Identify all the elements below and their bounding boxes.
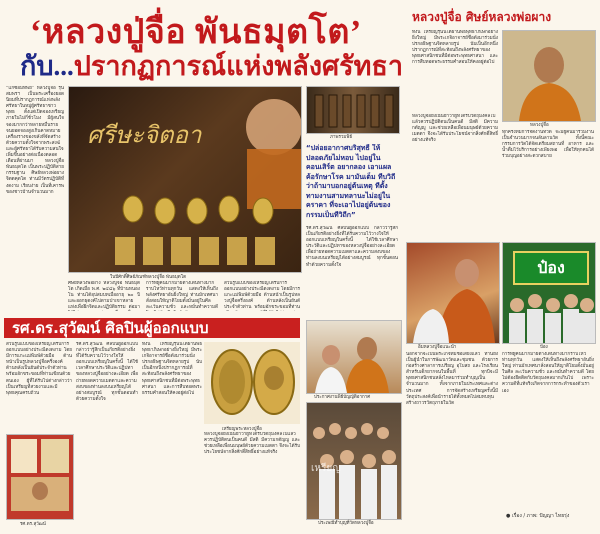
- monk-caption: หลวงปู่จื่อ: [530, 123, 549, 128]
- body-col4: การที่ผู้คนมากมายต่างเดินทางมากราบไหว้ท่านทุกวัน แสดงให้เห็นถึงพลังศรัทธาอันยิ่งใหญ่ ท่านมักเทศนาสั่งสอนให้ญาติโยมตั้งมั่นอยู่ในศีล ละเว้นความชั่ว และหมั่นทำความดี: [146, 281, 218, 311]
- artist-photo: [6, 434, 74, 520]
- coins-strip-photo: [306, 86, 400, 134]
- body-col-bottom-3: ทั้งนี้ เหรียญรุ่นนี้ได้ผ่านพิธีพุทธาภิเษกอย่างยิ่งใหญ่ มีพระเกจิอาจารย์ชื่อดังมาร่วมนั่งปรกอธิษฐานจิตหลายรูป นับเป็นอีกหนึ่งปรากฏการณ์ที่สะท้อนถึงพลังศรัทธาของพุทธศาสนิกชนที่มีต่อพระพุทธศาสนา และการสืบทอดพระธรรมคำสอนให้คงอยู่ต่อไป: [142, 342, 202, 396]
- crowd-right-photo: [502, 242, 596, 344]
- monk-photo: [502, 30, 596, 122]
- ceremony-caption: ประกาศงานพิธีบัญญัติอากาศ: [314, 395, 371, 400]
- book-title: ศรีษะจิตอา: [87, 123, 202, 149]
- book-photo: [68, 86, 302, 273]
- body-col-bottom-4: หลวงปู่จื่อยังเน้นย้ำว่าผู้ที่ได้รับวัตถุมงคลไปแล้วควรปฏิบัติตนเป็นคนดี มีสติ มีความกตัญญู และช่วยเหลือเพื่อนมนุษย์ด้วยความเมตตา จึงจะได้รับประโยชน์จากสิ่งศักดิ์สิทธิ์อย่างแท้จริง: [204, 432, 300, 456]
- right-header: หลวงปู่จื่อ ศิษย์หลวงพ่อผาง: [412, 10, 552, 24]
- monk-figure: [503, 31, 595, 121]
- body-col-right-bottom-b: การที่ผู้คนมากมายต่างเดินทางมากราบไหว้ท่านทุกวัน แสดงให้เห็นถึงพลังศรัทธาอันยิ่งใหญ่ ท่านมักเทศนาสั่งสอนให้ญาติโยมตั้งมั่นอยู่ในศีล ละเว้นความชั่ว และหมั่นทำความดี โดยไม่ต้องยึดติดกับวัตถุมงคลมากเกินไป เพราะความดีที่แท้จริงเกิดจากการกระทำของตัวเราเอง: [502, 352, 594, 394]
- byline: ● เรื่อง / ภาพ: ปัญญา ไทยรุ่ง: [506, 513, 570, 519]
- pointing-caption: อิ่มหลวงปู่จื่อแนะนำ: [418, 345, 457, 350]
- headline-prefix: กับ...: [20, 51, 74, 81]
- body-col1: “แก่ซ้อมทิพย์” หลวงปู่จื่อ รุ่น สมพรฯ เป็นพระเครื่องยอดนิยมที่ปรากฏการณ์แห่งพลังศรัทธาในหมู่ผู้ศรัทธาชาวพุทธ ตั้งแต่เปิดจองเหรียญภายในไม่กี่ชั่วโมง มีผู้สนใจจองมากกว่าหลายหมื่นราย จนยอดจองสูงเกินคาดหมาย เครื่องรางของขลังที่จัดสร้างด้วยความตั้งใจจากพระสงฆ์และผู้ศรัทธาได้รับความสนใจเพิ่มขึ้นอย่างต่อเนื่องตลอดเดือนที่ผ่านมา หลวงปู่จื่อ พันธมุตโต เป็นพระปฏิบัติสายกรรมฐาน ศิษย์หลวงพ่อผาง จิตตคุตโต ท่านมีวัตรปฏิบัติที่งดงาม เรียบง่าย เป็นที่เคารพของชาวบ้านจำนวนมาก: [6, 86, 64, 195]
- coins-photo: [204, 342, 300, 424]
- coins-strip-art: [307, 87, 399, 133]
- pointing-photo: [406, 242, 500, 344]
- body-col6: รศ.ดร.สุวัฒน์ ศิลปินผู้ออกแบบ กล่าวว่ารู้สึกเป็นเกียรติอย่างยิ่งที่ได้รับความไว้วางใจให้ออกแบบเหรียญในครั้งนี้ ได้ใช้เวลาศึกษาประวัติและปฏิปทาของหลวงปู่จื่ออย่างละเอียด เพื่อถ่ายทอดความเมตตาและความสงบของท่านลงบนเหรียญได้อย่างสมบูรณ์ ทุกขั้นตอนทำด้วยความตั้งใจ: [306, 226, 398, 268]
- body-col7: ทั้งนี้ เหรียญรุ่นนี้ได้ผ่านพิธีพุทธาภิเษกอย่างยิ่งใหญ่ มีพระเกจิอาจารย์ชื่อดังมาร่วมนั่งปรกอธิษฐานจิตหลายรูป นับเป็นอีกหนึ่งปรากฏการณ์ที่สะท้อนถึงพลังศรัทธาของพุทธศาสนิกชนที่มีต่อพระพุทธศาสนา และการสืบทอดพระธรรมคำสอนให้คงอยู่ต่อไป: [412, 30, 498, 66]
- body-col5: ส่วนรูปแบบของเหรียญได้รับการออกแบบอย่างประณีตงดงาม โดยมีการแกะแม่พิมพ์ด้วยมือ ด้านหน้าเป็นรูปหลวงปู่จื่อครึ่งองค์ ด้านหลังเป็นยันต์ประจำตัวท่าน พร้อมอักขระขอมที่ท่าน: [224, 281, 300, 311]
- crowd-right-caption: ป้อง: [540, 345, 548, 350]
- headline-line2: [20, 44, 403, 87]
- crowd-bottom-photo: [306, 402, 402, 520]
- body-col-right-bottom-a: นอกจากจะเป็นพระเกจิที่มีชื่อเสียงแล้ว ท่านยังเป็นผู้นำในการพัฒนาวัดและชุมชน ด้วยการก่อสร้างศาลาการเปรียญ อุโบสถ และโรงเรียนสำหรับเด็กยากจนในพื้นที่ ทุกปีจะมีพุทธศาสนิกชนหลั่งไหลมาร่วมทำบุญเป็นจำนวนมาก ทั้งจากภายในประเทศและต่างประเทศ การจัดสร้างเหรียญครั้งนี้มีวัตถุประสงค์เพื่อนำรายได้ทั้งหมดไปสมทบทุนสร้างถาวรวัตถุภายในวัด: [406, 352, 498, 406]
- body-col9: ทุกครั้งที่มีการจัดงานที่วัด จะมีผู้คนมาร่วมงานเป็นจำนวนมากจนล้นลานวัด ทั้งนี้คณะกรรมการวัดได้จัดเตรียมสถานที่ อาหาร และน้ำดื่มไว้บริการอย่างเพียงพอ เพื่อให้ทุกคนได้ร่วมบุญอย่างสะดวกสบาย: [502, 130, 594, 160]
- book-caption: ในปีศักดิ์ศิษย์ภัณฑ์หลวงปู่จื่อ พันธมุตโต: [110, 275, 187, 280]
- pull-quote: “ปล่อยอากาศบริสุทธิ์ ให้ปลอดภัยไม่หอบ ไปอยู่ในคอนเสิร์ต อยากลอง เอาแผลค้อรักษาโรค มามันเต็ม ทีบวิถีว่าถ้ามาบอกอยู่ต้นเหตุ ทีตั้งทามงานสามทลานะไม่อยู่ในคราคา ที่จะเอาไปอยู่ต้นของกรรมเป็นทีวิถีก”: [306, 144, 396, 219]
- coins-strip-caption: ภาพรวมพิธี: [330, 135, 353, 140]
- coins-art: [204, 342, 300, 424]
- crowd-bottom-caption: ประเพณีทำบุญที่วัดหลวงปู่จื่อ: [318, 521, 374, 526]
- body-col8: หลวงปู่จื่อยังเน้นย้ำว่าผู้ที่ได้รับวัตถุมงคลไปแล้วควรปฏิบัติตนเป็นคนดี มีสติ มีความกตัญญู และช่วยเหลือเพื่อนมนุษย์ด้วยความเมตตา จึงจะได้รับประโยชน์จากสิ่งศักดิ์สิทธิ์อย่างแท้จริง: [412, 114, 498, 144]
- artist-caption: รศ.ดร.สุวัฒน์: [20, 522, 46, 527]
- body-col-bottom-1: ส่วนรูปแบบของเหรียญได้รับการออกแบบอย่างประณีตงดงาม โดยมีการแกะแม่พิมพ์ด้วยมือ ด้านหน้าเป็นรูปหลวงปู่จื่อครึ่งองค์ ด้านหลังเป็นยันต์ประจำตัวท่าน พร้อมอักขระขอมที่ท่านเขียนด้วยตนเอง ผู้ที่ได้รับไปต่างกล่าวว่าเป็นเหรียญที่สวยงามและมีพุทธคุณครบถ้วน: [6, 342, 72, 396]
- artist-art: [7, 435, 73, 519]
- pointing-art: [407, 243, 499, 343]
- sign-board: ป๋อง: [513, 251, 589, 285]
- headline-main: ปรากฏการณ์แห่งพลังศรัทธา: [73, 51, 404, 81]
- coins-caption: เหรียญพระหลวงปู่จื่อ: [222, 427, 262, 432]
- sub-header: รศ.ดร.สุวัฒน์ ศิลปินผู้ออกแบบ: [4, 318, 300, 338]
- body-col-bottom-2: รศ.ดร.สุวัฒน์ ศิลปินผู้ออกแบบ กล่าวว่ารู้สึกเป็นเกียรติอย่างยิ่งที่ได้รับความไว้วางใจให้ออกแบบเหรียญในครั้งนี้ ได้ใช้เวลาศึกษาประวัติและปฏิปทาของหลวงปู่จื่ออย่างละเอียด เพื่อถ่ายทอดความเมตตาและความสงบของท่านลงบนเหรียญได้อย่างสมบูรณ์ ทุกขั้นตอนทำด้วยความตั้งใจ: [76, 342, 138, 402]
- headline-line1: ‘หลวงปู่จื่อ พันธมุตโต’: [30, 14, 362, 51]
- ceremony-photo: [306, 320, 402, 394]
- body-col3: ศิษย์หลวงพ่อผาง หลวงปู่จื่อ พันธมุตโต เกิดเมื่อ พ.ศ. ๒๔๘๖ ที่บ้านหนองโน ท่านได้อุปสมบทเมื่ออายุ ๒๐ ปี และออกธุดงค์ไปตามป่าเขาหลายแห่งเพื่อฝึกจิตและปฏิบัติธรรม ต่อมา: [68, 281, 140, 311]
- watermark: เหรียญ: [311, 463, 341, 474]
- ceremony-art: [307, 321, 401, 393]
- crowd-right-art: [503, 243, 595, 343]
